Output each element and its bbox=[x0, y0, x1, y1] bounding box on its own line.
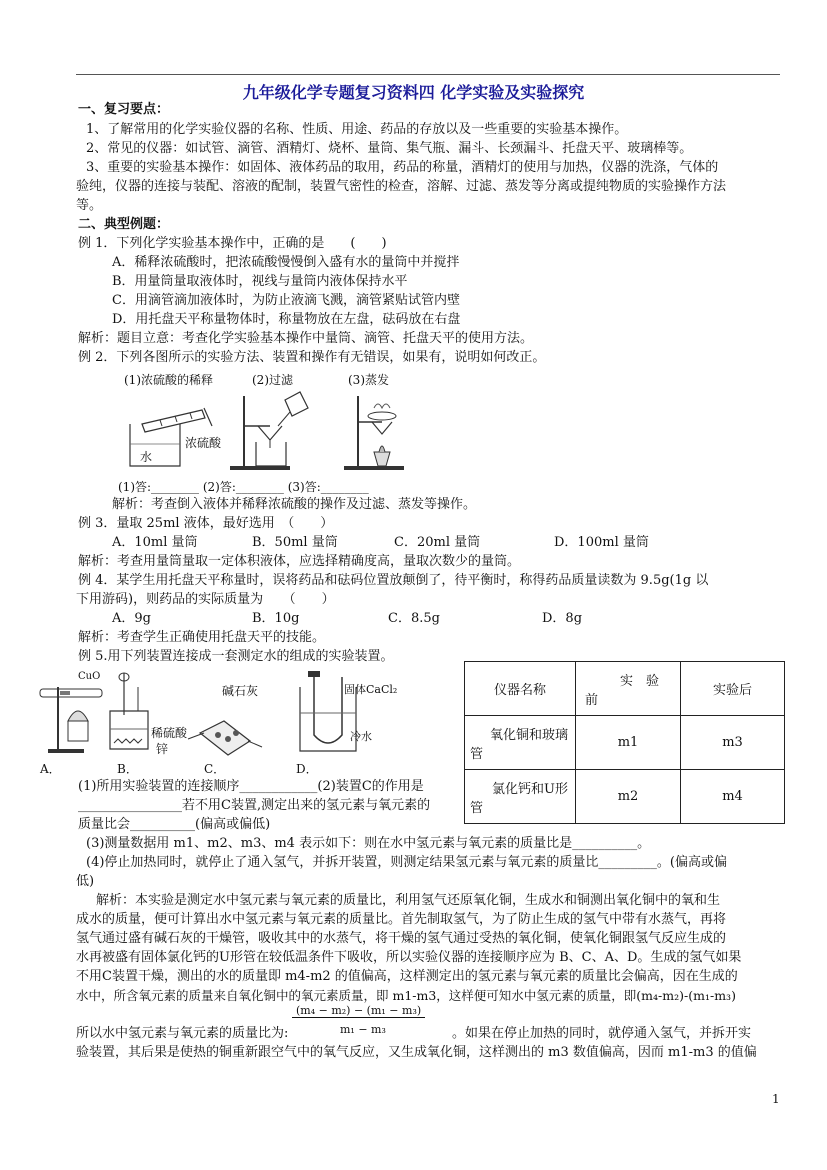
label-calcium-chloride: 固体CaCl₂ bbox=[344, 683, 398, 696]
table-cell-text: 管 bbox=[470, 800, 484, 816]
review-point-2: 2、常见的仪器：如试管、滴管、酒精灯、烧杯、量筒、集气瓶、漏斗、长颈漏斗、托盘天平、玻璃棒等。 bbox=[86, 141, 693, 156]
table-header-before-line1: 实 验 bbox=[619, 673, 659, 689]
example5-analysis-4: 水再被盛有固体氯化钙的U形管在较低温条件下吸收，所以实验仪器的连接顺序应为 B、C、A、D。生成的氢气如果 bbox=[76, 950, 742, 965]
example5-analysis-8: 验装置，其后果是使热的铜重新跟空气中的氧气反应，又生成氧化铜，这样测出的 m3 数值偏高，因而 m1-m3 的值偏 bbox=[76, 1045, 757, 1060]
section1-heading: 一、复习要点： bbox=[78, 102, 170, 117]
table-cell-instrument bbox=[465, 770, 576, 824]
review-point-3-cont: 验纯，仪器的连接与装配、溶液的配制，装置气密性的检查，溶解、过滤、蒸发等分离或提纯物质的实验操作方法 bbox=[76, 179, 727, 194]
table-cell-before: m2 bbox=[576, 770, 681, 824]
example3-option-d: D．100ml 量筒 bbox=[554, 535, 649, 550]
table-cell-text: 管 bbox=[470, 746, 484, 762]
page-number: 1 bbox=[772, 1092, 780, 1106]
example4-option-d: D．8g bbox=[542, 611, 583, 626]
table-header-after: 实验后 bbox=[681, 662, 785, 716]
example5-question: 例 5.用下列装置连接成一套测定水的组成的实验装置。 bbox=[78, 649, 394, 664]
label-dilute-acid: 稀硫酸 bbox=[151, 726, 188, 740]
table-cell-before: m1 bbox=[576, 716, 681, 770]
example3-question: 例 3．量取 25ml 液体，最好选用 （ ） bbox=[78, 516, 334, 531]
apparatus-label-d: D． bbox=[296, 762, 318, 776]
section2-heading: 二、典型例题： bbox=[78, 217, 170, 232]
example2-answers: (1)答:________ (2)答:________ (3)答:________ bbox=[118, 480, 369, 494]
review-point-3: 3、重要的实验基本操作：如固体、液体药品的取用，药品的称量，酒精灯的使用与加热，仪器的洗涤，气体的 bbox=[86, 160, 719, 175]
fraction-denominator: m₁ − m₃ bbox=[340, 1023, 386, 1036]
apparatus-label-c: C． bbox=[204, 762, 226, 776]
example5-analysis-7a: 所以水中氢元素与氧元素的质量比为: bbox=[76, 1026, 289, 1041]
label-soda-lime: 碱石灰 bbox=[222, 684, 259, 698]
example4-question-cont: 下用游码)，则药品的实际质量为 （ ） bbox=[76, 592, 335, 607]
example3-option-c: C．20ml 量筒 bbox=[394, 535, 481, 550]
example5-sub3: (3)测量数据用 m1、m2、m3、m4 表示如下：则在水中氢元素与氧元素的质量比是__________。 bbox=[86, 836, 651, 851]
example4-question: 例 4．某学生用托盘天平称量时，误将药品和砝码位置放颠倒了，待平衡时，称得药品质量读数为 9.5g(1g 以 bbox=[78, 573, 709, 588]
example1-question: 例 1．下列化学实验基本操作中，正确的是 ( ) bbox=[78, 236, 387, 251]
example1-analysis: 解析：题目立意：考查化学实验基本操作中量筒、滴管、托盘天平的使用方法。 bbox=[78, 331, 534, 346]
review-point-3-end: 等。 bbox=[76, 198, 103, 213]
example5-sub1-cont: ________________若不用C装置,测定出来的氢元素与氧元素的 bbox=[78, 798, 431, 813]
label-water: 水 bbox=[140, 450, 153, 464]
example5-analysis-5: 不用C装置干燥，测出的水的质量即 m4-m2 的值偏高，这样测定出的氢元素与氧元素的质量比会偏高，因在生成的 bbox=[76, 969, 738, 984]
example5-sub1: (1)所用实验装置的连接顺序____________(2)装置C的作用是 bbox=[78, 779, 424, 794]
figure-label-filtration: (2)过滤 bbox=[252, 373, 293, 387]
example1-option-b: B．用量筒量取液体时，视线与量筒内液体保持水平 bbox=[112, 274, 408, 289]
table-row bbox=[465, 662, 785, 716]
example4-analysis: 解析：考查学生正确使用托盘天平的技能。 bbox=[78, 630, 326, 645]
apparatus-label-b: B． bbox=[117, 762, 138, 776]
header-rule bbox=[76, 74, 780, 75]
example1-option-a: A．稀释浓硫酸时，把浓硫酸慢慢倒入盛有水的量筒中并搅拌 bbox=[112, 255, 460, 270]
fraction-numerator: (m₄ − m₂) − (m₁ − m₃) bbox=[292, 1004, 425, 1018]
label-cuo: CuO bbox=[78, 671, 101, 682]
example4-option-c: C．8.5g bbox=[388, 611, 440, 626]
example3-option-b: B．50ml 量筒 bbox=[252, 535, 338, 550]
example3-analysis: 解析：考查用量筒量取一定体积液体，应选择精确度高，量取次数少的量筒。 bbox=[78, 554, 521, 569]
measurement-table bbox=[464, 661, 785, 824]
example3-option-a: A．10ml 量筒 bbox=[112, 535, 198, 550]
example5-analysis-2: 成水的质量，便可计算出水中氢元素与氧元素的质量比。首先制取氢气，为了防止生成的氢气中带有水蒸气，再将 bbox=[76, 912, 727, 927]
table-row bbox=[465, 716, 785, 770]
table-cell-text: 氧化铜和玻璃 bbox=[489, 727, 568, 743]
example5-analysis-3: 氢气通过盛有碱石灰的干燥管，吸收其中的水蒸气，将干燥的氢气通过受热的氧化铜，使氧化铜跟氢气反应生成的 bbox=[76, 931, 727, 946]
example1-option-d: D．用托盘天平称量物体时，称量物放在左盘，砝码放在右盘 bbox=[112, 312, 461, 327]
example2-analysis: 解析：考查倒入液体并稀释浓硫酸的操作及过滤、蒸发等操作。 bbox=[112, 497, 477, 512]
figure-label-dilution: (1)浓硫酸的稀释 bbox=[124, 373, 213, 387]
apparatus-label-a: A． bbox=[40, 762, 61, 776]
table-cell-instrument bbox=[465, 716, 576, 770]
example2-apparatus-figure bbox=[120, 386, 420, 474]
label-zinc: 锌 bbox=[156, 742, 169, 756]
example5-sub4-end: 低) bbox=[76, 874, 95, 889]
table-cell-text: 氯化钙和U形 bbox=[492, 781, 568, 797]
example5-analysis-1: 解析：本实验是测定水中氢元素与氧元素的质量比，利用氢气还原氧化铜，生成水和铜测出氧化铜中的氧和生 bbox=[96, 893, 721, 908]
example5-analysis-7b: 。如果在停止加热的同时，就停通入氢气，并拆开实 bbox=[452, 1026, 752, 1041]
example4-option-b: B．10g bbox=[252, 611, 300, 626]
table-cell-after: m3 bbox=[681, 716, 785, 770]
table-row bbox=[465, 770, 785, 824]
page-title: 九年级化学专题复习资料四 化学实验及实验探究 bbox=[242, 83, 585, 102]
figure-label-evaporation: (3)蒸发 bbox=[348, 373, 389, 387]
table-cell-after: m4 bbox=[681, 770, 785, 824]
table-header-before-line2: 前 bbox=[585, 692, 599, 708]
example5-sub4: (4)停止加热同时，就停止了通入氢气，并拆开装置，则测定结果氢元素与氧元素的质量比_________。(偏高或偏 bbox=[86, 855, 727, 870]
example5-sub1-end: 质量比会__________(偏高或偏低) bbox=[78, 817, 271, 832]
review-point-1: 1、了解常用的化学实验仪器的名称、性质、用途、药品的存放以及一些重要的实验基本操作。 bbox=[86, 122, 628, 137]
example2-question: 例 2．下列各图所示的实验方法、装置和操作有无错误，如果有，说明如何改正。 bbox=[78, 350, 546, 365]
table-header-before bbox=[576, 662, 681, 716]
example4-option-a: A．9g bbox=[112, 611, 151, 626]
label-concentrated-acid: 浓硫酸 bbox=[185, 436, 222, 450]
example5-analysis-6: 水中，所含氧元素的质量来自氧化铜中的氧元素质量，即 m1-m3，这样便可知水中氢元素的质量，即(m₄-m₂)-(m₁-m₃) bbox=[76, 988, 736, 1003]
label-cold-water: 冷水 bbox=[350, 730, 372, 743]
table-header-instrument: 仪器名称 bbox=[465, 662, 576, 716]
example1-option-c: C．用滴管滴加液体时，为防止液滴飞溅，滴管紧贴试管内壁 bbox=[112, 293, 460, 308]
